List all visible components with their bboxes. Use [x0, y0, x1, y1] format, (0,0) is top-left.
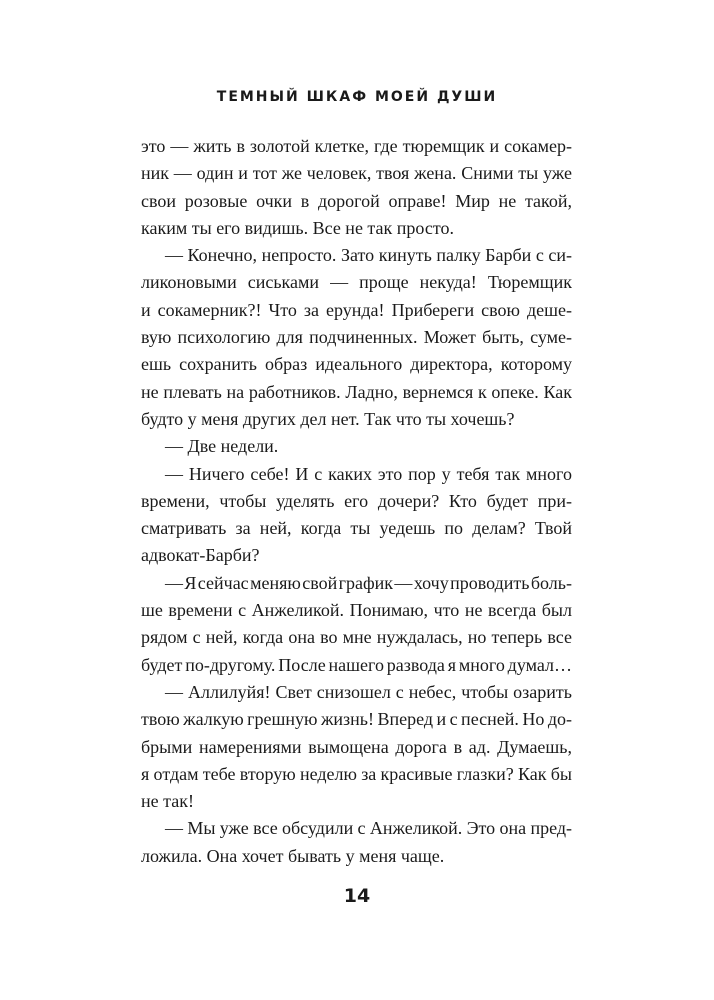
- text-line: ликоновыми сиськами — проще некуда! Тюремщик: [141, 272, 572, 293]
- text-line: — Конечно, непросто. Зато кинуть палку Барби с си-: [165, 245, 572, 266]
- text-line: будет по-другому. После нашего развода я много думал…: [141, 654, 572, 675]
- text-line: ник — один и тот же человек, твоя жена. Сними ты уже: [141, 163, 572, 184]
- text-line: — Ничего себе! И с каких это пор у тебя так много: [165, 463, 572, 484]
- text-line: свои розовые очки в дорогой оправе! Мир не такой,: [141, 190, 572, 211]
- running-header: ТЕМНЫЙ ШКАФ МОЕЙ ДУШИ: [216, 89, 498, 105]
- text-line: не плевать на работников. Ладно, вернемся к опеке. Как: [141, 381, 572, 402]
- text-line: — Две недели.: [165, 436, 279, 457]
- text-line: — Я сейчас меняю свой график — хочу проводить боль-: [165, 572, 572, 593]
- text-line: ложила. Она хочет бывать у меня чаще.: [141, 845, 445, 866]
- text-line: — Мы уже все обсудили с Анжеликой. Это она пред-: [165, 818, 572, 839]
- text-line: — Аллилуйя! Свет снизошел с небес, чтобы озарить: [165, 681, 572, 702]
- text-line: времени, чтобы уделять его дочери? Кто будет при-: [141, 490, 572, 511]
- text-line: не так!: [141, 791, 194, 812]
- text-line: будто у меня других дел нет. Так что ты хочешь?: [141, 408, 515, 429]
- text-line: ше времени с Анжеликой. Понимаю, что не всегда был: [141, 600, 572, 621]
- text-line: сматривать за ней, когда ты уедешь по делам? Твой: [141, 518, 572, 539]
- text-line: вую психологию для подчиненных. Может быть, суме-: [141, 327, 572, 348]
- text-line: я отдам тебе вторую неделю за красивые глазки? Как бы: [141, 763, 572, 784]
- text-line: адвокат-Барби?: [141, 545, 260, 566]
- text-line: брыми намерениями вымощена дорога в ад. Думаешь,: [141, 736, 572, 757]
- text-line: ешь сохранить образ идеального директора, которому: [141, 354, 572, 375]
- text-line: каким ты его видишь. Все не так просто.: [141, 217, 454, 238]
- text-line: твою жалкую грешную жизнь! Вперед и с песней. Но до-: [141, 709, 572, 730]
- text-line: и сокамерник?! Что за ерунда! Прибереги свою деше-: [141, 299, 572, 320]
- text-line: рядом с ней, когда она во мне нуждалась, но теперь все: [141, 627, 572, 648]
- text-line: это — жить в золотой клетке, где тюремщик и сокамер-: [141, 136, 572, 156]
- body-text: [141, 133, 572, 870]
- page-number: 14: [343, 885, 371, 907]
